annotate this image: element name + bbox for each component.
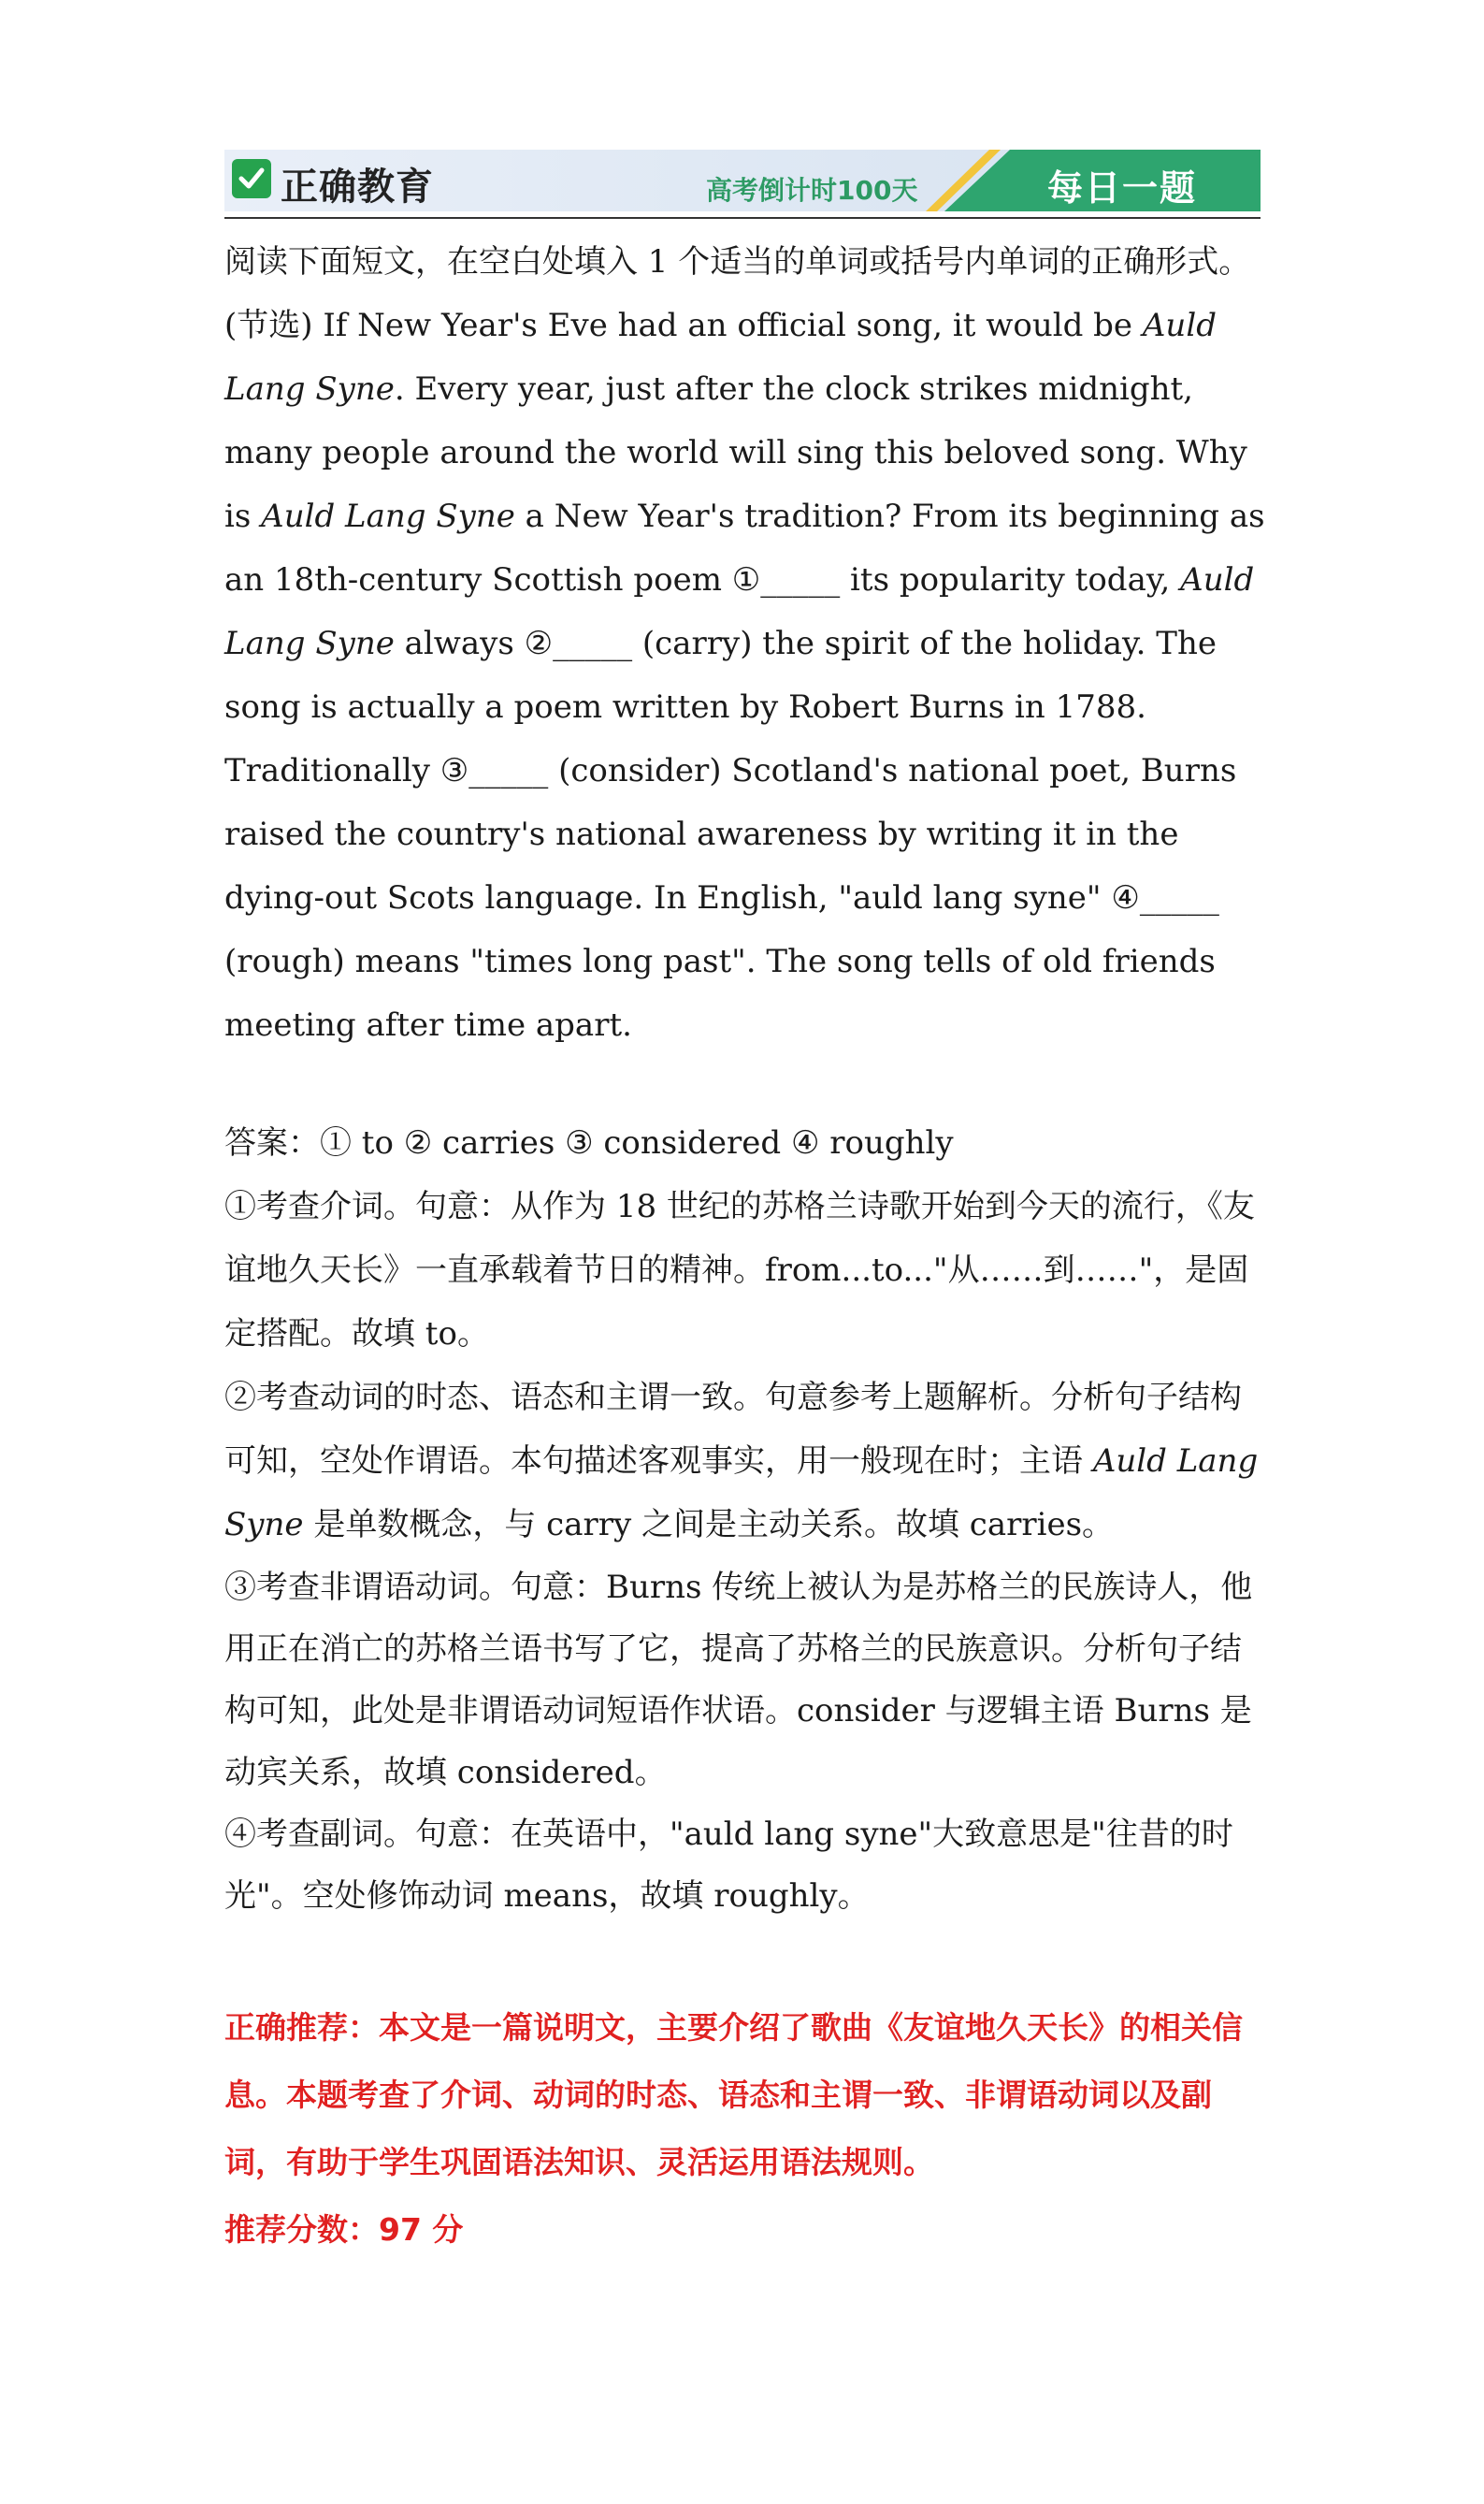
explanation-1: ①考查介词。句意：从作为 18 世纪的苏格兰诗歌开始到今天的流行，《友谊地久天长》一直承载着节日的精神。from...to..."从……到……"，是固定搭配。故填 to。 [224,1188,1255,1353]
instruction: 阅读下面短文，在空白处填入 1 个适当的单词或括号内单词的正确形式。 [224,243,1251,281]
explanation-2 [224,1366,1272,1556]
passage [224,294,1272,1057]
explanation-4: ④考查副词。句意：在英语中，"auld lang syne"大致意思是"往昔的时光"。空处修饰动词 means，故填 roughly。 [224,1816,1233,1915]
passage-part-4: always ②_____ (carry) the spirit of the holiday. The song is actually a poem written by Robert Burns in 1788. Traditionally ③_____ (consider) Scotland's national poet, Burns raised the country's national awareness by writing it in the dying-out Scots language. In English, "auld lang syne" ④_____ (rough) means "times long past". The song tells of old friends meeting after time apart. [224,625,1237,1044]
passage-part-2: . Every year, just after the clock strikes midnight, many people around the world will sing this beloved song. Why is [224,370,1247,535]
song-title: Auld Lang Syne [224,307,1217,408]
document-body [224,230,1272,2264]
spacer [224,1927,1272,1994]
daily-label: 每日一题 [1047,167,1198,209]
check-icon [232,159,271,198]
passage-part-3: a New Year's tradition? From its beginning as an 18th-century Scottish poem ①_____ its popularity today, [224,498,1265,599]
header-banner [224,148,1261,219]
recommendation: 正确推荐：本文是一篇说明文，主要介绍了歌曲《友谊地久天长》的相关信息。本题考查了介词、动词的时态、语态和主谓一致、非谓语动词以及副词，有助于学生巩固语法知识、灵活运用语法规则。 [224,2009,1243,2180]
song-title: Auld Lang Syne [224,561,1255,662]
recommend-score: 推荐分数：97 分 [224,2211,464,2248]
passage-part-1: (节选) If New Year's Eve had an official song, it would be [224,307,1143,344]
explanation-2-part-2: 是单数概念，与 carry 之间是主动关系。故填 carries。 [303,1506,1115,1543]
song-title: Auld Lang Syne [224,1442,1259,1543]
answer-line: 答案：① to ② carries ③ considered ④ roughly [224,1124,954,1162]
countdown-label: 高考倒计时100天 [706,175,918,206]
explanation-3: ③考查非谓语动词。句意：Burns 传统上被认为是苏格兰的民族诗人，他用正在消亡的苏格兰语书写了它，提高了苏格兰的民族意识。分析句子结构可知，此处是非谓语动词短语作状语。consider 与逻辑主语 Burns 是动宾关系，故填 considered。 [224,1569,1253,1791]
explanation-2-part-1: ②考查动词的时态、语态和主谓一致。句意参考上题解析。分析句子结构可知，空处作谓语。本句描述客观事实，用一般现在时；主语 [224,1379,1242,1480]
spacer [224,1057,1272,1111]
brand-name: 正确教育 [281,166,434,209]
song-title: Auld Lang Syne [261,498,515,535]
